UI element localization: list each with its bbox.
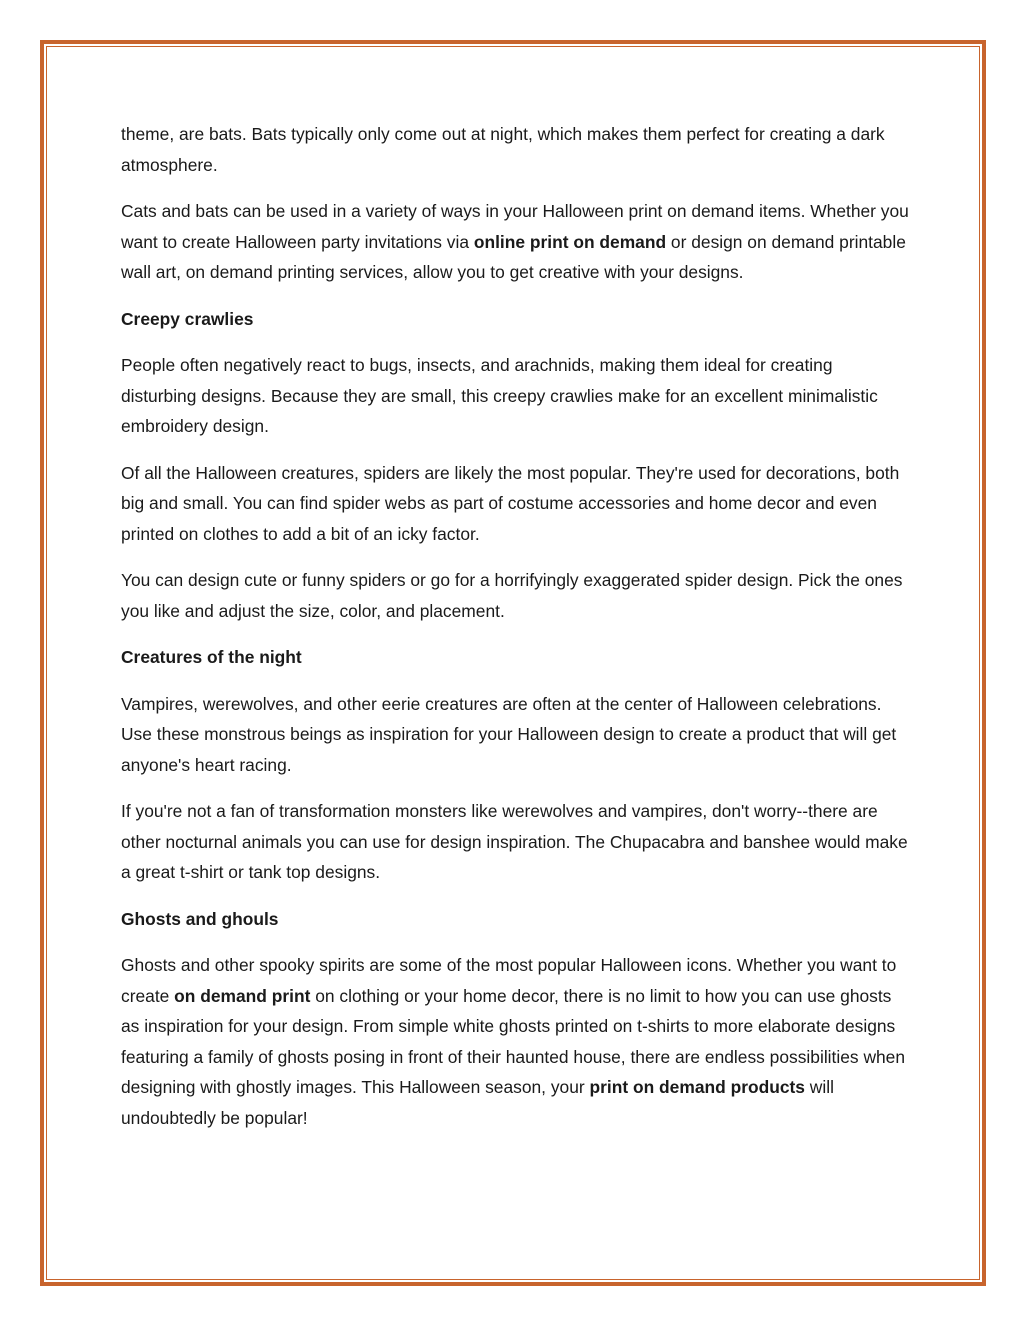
paragraph-text: Ghosts and other spooky spirits are some of the most popular Halloween icons. Whether you want to create (121, 955, 897, 1006)
heading-ghosts-and-ghouls: Ghosts and ghouls (121, 908, 279, 929)
paragraph-text: on clothing or your home decor, there is no limit to how you can use ghosts as inspiration for your design. From simple white ghosts printed on t-shirts to more elaborate designs featuring a family of ghosts posing in front of their haunted house, there are endless possibilities when designing with ghostly images. This Halloween season, your (121, 985, 906, 1097)
paragraph-vampires: Vampires, werewolves, and other eerie creatures are often at the center of Halloween celebrations. Use these monstrous beings as inspiration for your Halloween design to create a product that will get anyone's heart racing. (121, 693, 897, 775)
paragraph-spider-design: You can design cute or funny spiders or go for a horrifyingly exaggerated spider design. Pick the ones you like and adjust the size, color, and placement. (121, 570, 903, 621)
paragraph-bugs: People often negatively react to bugs, insects, and arachnids, making them ideal for creating disturbing designs. Because they are small, this creepy crawlies make for an excellent minimalistic embroidery design. (121, 355, 878, 436)
paragraph-text: or design on demand printable wall art, on demand printing services, allow you to get creative with your designs. (121, 231, 906, 282)
heading-creepy-crawlies: Creepy crawlies (121, 308, 254, 329)
paragraph-nocturnal-animals: If you're not a fan of transformation monsters like werewolves and vampires, don't worry--there are other nocturnal animals you can use for design inspiration. The Chupacabra and banshee would make a great t-shirt or tank top designs. (121, 801, 908, 882)
paragraph-bats-intro: theme, are bats. Bats typically only come out at night, which makes them perfect for creating a dark atmosphere. (121, 124, 885, 175)
link-online-print-on-demand: online print on demand (473, 231, 667, 252)
paragraph-ghosts (121, 950, 911, 1133)
link-on-demand-print: on demand print (174, 985, 311, 1006)
link-print-on-demand-products: print on demand products (589, 1077, 805, 1097)
paragraph-cats-and-bats (121, 196, 911, 288)
paragraph-text: Cats and bats can be used in a variety of ways in your Halloween print on demand items. Whether you want to create Halloween party invitations via (121, 201, 909, 252)
paragraph-spiders: Of all the Halloween creatures, spiders are likely the most popular. They're used for decorations, both big and small. You can find spider webs as part of costume accessories and home decor and even printed on clothes to add a bit of an icky factor. (121, 462, 900, 544)
paragraph-text: will undoubtedly be popular! (121, 1077, 834, 1128)
document-body (121, 119, 911, 1149)
heading-creatures-of-the-night: Creatures of the night (121, 647, 302, 667)
